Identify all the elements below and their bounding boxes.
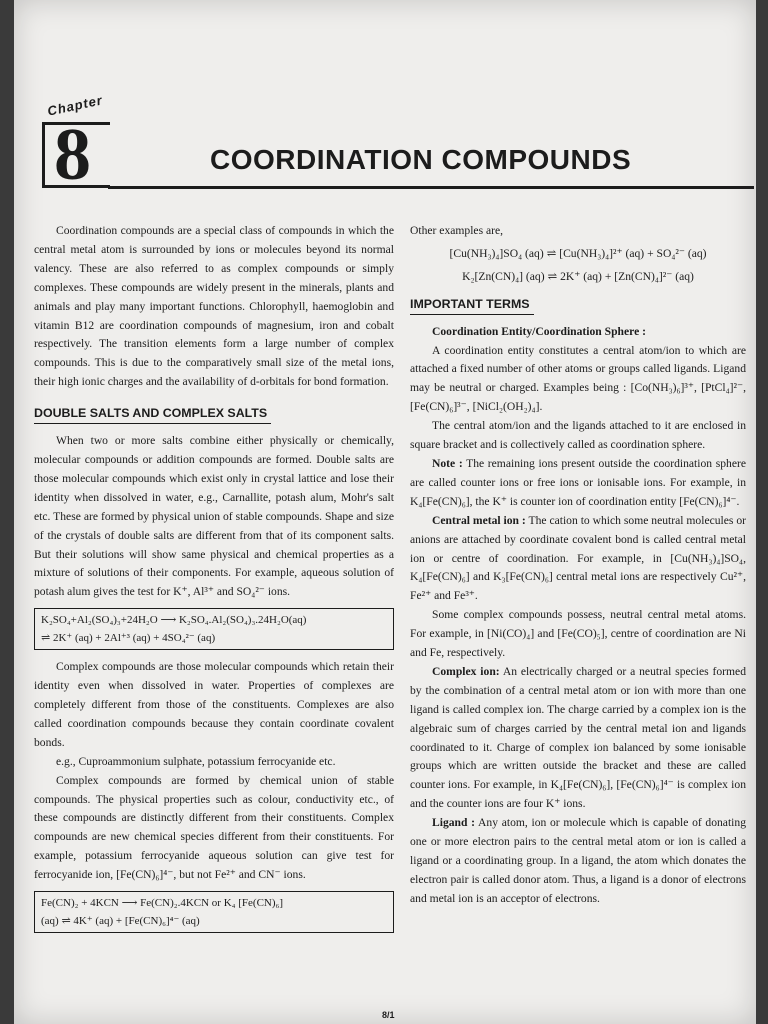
complex-ion-paragraph	[410, 663, 746, 814]
heading-double-salts: DOUBLE SALTS AND COMPLEX SALTS	[34, 404, 271, 424]
chapter-number: 8	[54, 114, 91, 196]
heading-important-terms: IMPORTANT TERMS	[410, 295, 534, 315]
ferrocyanide-equation-box	[34, 891, 394, 933]
equation-cuproammonium: [Cu(NH₃)₄]SO₄ (aq) ⇌ [Cu(NH₃)₄]²⁺ (aq) + SO₄²⁻ (aq)	[449, 246, 707, 260]
alum-equation-line2: ⇌ 2K⁺ (aq) + 2Al⁺³ (aq) + 4SO₄²⁻ (aq)	[41, 632, 216, 645]
complex-ion-label: Complex ion:	[432, 664, 500, 678]
central-metal-label: Central metal ion :	[432, 513, 526, 527]
note-label: Note :	[432, 456, 463, 470]
central-metal-paragraph	[410, 512, 746, 607]
intro-paragraph: Coordination compounds are a special class of compounds in which the central metal atom is surrounded by ions or molecules beyond its normal valency. These are also referred to as complex compounds or simply complexes. These compounds are widely present in the minerals, plants and animals and play many important functions. Chlorophyll, haemoglobin and vitamin B12 are coordination compounds of magnesium, iron and cobalt respectively. The transition elements form a large number of complex compounds. This is due to the comparatively small size of the metal ions, their high ionic charges and the availability of d-orbitals for bond formation.	[34, 224, 394, 389]
ligand-text: Any atom, ion or molecule which is capable of donating one or more electron pairs to the central metal atom or ion is called a ligand or a coordinating group. In a ligand, the atom which donates the electron pair is called donor atom. Thus, a ligand is a donor of electrons and metal ion is an acceptor of electrons.	[410, 816, 746, 905]
chapter-label: Chapter	[46, 92, 105, 119]
entity-subheading: Coordination Entity/Coordination Sphere :	[432, 324, 646, 338]
entity-paragraph: A coordination entity constitutes a central atom/ion to which are attached a fixed number of other atoms or groups called ligands. Ligand may be neutral or charged. Examples being : [Co(NH₃)₆]³⁺, [PtCl₄]²⁻, [Fe(CN)₆]³⁻, [NiCl₂(OH₂)₄].	[410, 343, 746, 414]
alum-equation-line1: K₂SO₄+Al₂(SO₄)₃+24H₂O ⟶ K₂SO₄.Al₂(SO₄)₃.24H₂O(aq)	[41, 614, 307, 627]
equation-zinc-cyanide: K₂[Zn(CN)₄] (aq) ⇌ 2K⁺ (aq) + [Zn(CN)₄]²⁻ (aq)	[462, 269, 694, 283]
page-number: 8/1	[382, 1010, 395, 1020]
complex-compounds-paragraph-2: Complex compounds are formed by chemical union of stable compounds. The physical properties such as colour, conductivity etc., of these compounds are distinctly different from their constituents. Complex compounds are new chemical species different from their constituents. For example, potassium ferrocyanide aqueous solution can give test for ferrocyanide ion, [Fe(CN)₆]⁴⁻, but not Fe²⁺ and CN⁻ ions.	[34, 773, 394, 882]
sphere-paragraph: The central atom/ion and the ligands attached to it are enclosed in square bracket and is collectively called as coordination sphere.	[410, 419, 746, 452]
ligand-label: Ligand :	[432, 816, 475, 830]
complex-compounds-paragraph: Complex compounds are those molecular compounds which retain their identity even when dissolved in water. Properties of complexes are completely different from those of the constituents. Complexes are also called coordination compounds because they contain coordinate covalent bonds.	[34, 660, 394, 749]
central-metal-text: The cation to which some neutral molecules or anions are attached by coordinate covalent bond is called central metal ion or centre of coordination. For example, in [Cu(NH₃)₄]SO₄, K₄[Fe(CN)₆] and K₃[Fe(CN)₆] central metal ions are respectively Cu²⁺, Fe²⁺ and Fe³⁺.	[410, 513, 746, 603]
complex-ion-text: An electrically charged or a neutral species formed by the combination of a central metal atom or ion with more than one ligand is called complex ion. The charge carried by a complex ion is the algebraic sum of charges carried by the central metal ion and ligands coordinated to it. Charge of complex ion balanced by some ionisable groups which are written outside the bracket and these are called counter ions. For example, in K₄[Fe(CN)₆], [Fe(CN)₆]⁴⁻ is complex ion and the counter ions are four K⁺ ions.	[410, 664, 747, 811]
right-column	[410, 222, 746, 909]
neutral-metal-paragraph: Some complex compounds possess, neutral central metal atoms. For example, in [Ni(CO)₄] and [Fe(CO)₅], centre of coordination are Ni and Fe, respectively.	[410, 608, 746, 660]
example-paragraph: e.g., Cuproammonium sulphate, potassium ferrocyanide etc.	[56, 754, 336, 768]
double-salts-paragraph: When two or more salts combine either physically or chemically, molecular compounds or addition compounds are formed. Double salts are those molecular compounds which exist only in crystal lattice and lose their identity when dissolved in water, e.g., Carnallite, potash alum, Mohr's salt etc. These are formed by physical union of stable compounds. Shape and size of the crystals of double salts are different from that of its component salts. But their solutions will show same physical and chemical properties as a mixture of solutions of their components. For example, aqueous solution of potash alum gives the test for K⁺, Al³⁺ and SO₄²⁻ ions.	[34, 434, 394, 599]
left-column	[34, 222, 394, 941]
ligand-paragraph	[410, 814, 746, 909]
chapter-title: COORDINATION COMPOUNDS	[210, 144, 632, 175]
ferrocyanide-equation-line2: (aq) ⇌ 4K⁺ (aq) + [Fe(CN)₆]⁴⁻ (aq)	[41, 915, 200, 928]
note-paragraph	[410, 455, 746, 512]
alum-equation-box	[34, 608, 394, 650]
other-examples-label: Other examples are,	[410, 224, 504, 237]
chapter-title-rule	[108, 186, 754, 189]
note-text: The remaining ions present outside the coordination sphere are called counter ions or free ions or ionisable ions. For example, in K₄[Fe(CN)₆], the K⁺ is counter ion of coordination entity [Fe(CN)₆]⁴⁻.	[410, 456, 746, 508]
ferrocyanide-equation-line1: Fe(CN)₂ + 4KCN ⟶ Fe(CN)₂.4KCN or K₄ [Fe(CN)₆]	[41, 897, 284, 910]
book-page	[14, 0, 756, 1024]
